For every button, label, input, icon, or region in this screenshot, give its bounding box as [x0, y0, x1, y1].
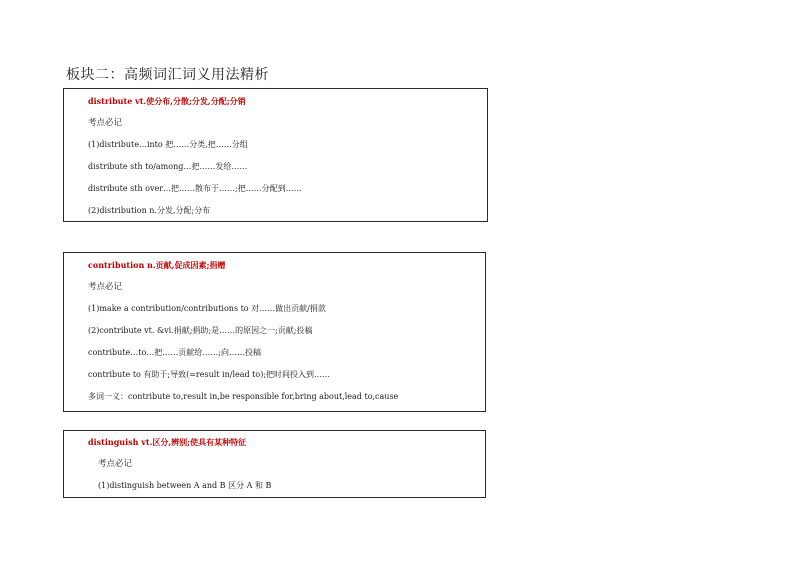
entry-label: 考点必记	[98, 459, 133, 469]
entry-line: contribute to 有助于;导致(=result in/lead to);把时间投入到……	[88, 370, 331, 379]
entry-box-distribute	[63, 88, 488, 222]
entry-line: 多词一义：contribute to,result in,be responsible for,bring about,lead to,cause	[88, 392, 399, 401]
entry-headword: distribute vt.使分布,分散;分发,分配;分销	[88, 96, 246, 106]
entry-headword: contribution n.贡献,促成因素;捐赠	[88, 260, 226, 270]
entry-line: (1)make a contribution/contributions to 对……做出贡献/捐款	[88, 304, 326, 313]
entry-line: contribute…to…把……贡献给……;向……投稿	[88, 348, 261, 357]
entry-line: distribute sth to/among…把……发给……	[88, 162, 248, 171]
entry-line: (1)distinguish between A and B 区分 A 和 B	[98, 481, 272, 490]
page-title: 板块二：高频词汇词义用法精析	[66, 67, 269, 83]
entry-label: 考点必记	[88, 118, 123, 128]
entry-line: (1)distribute…into 把……分类,把……分组	[88, 140, 248, 149]
entry-headword: distinguish vt.区分,辨别;使具有某种特征	[88, 437, 247, 447]
entry-line: (2)distribution n.分发,分配;分布	[88, 206, 211, 215]
entry-line: (2)contribute vt. &vi.捐献;捐助;是……的原因之一;贡献;投稿	[88, 326, 313, 335]
entry-label: 考点必记	[88, 282, 123, 292]
entry-line: distribute sth over…把……散布于……;把……分配到……	[88, 184, 302, 193]
